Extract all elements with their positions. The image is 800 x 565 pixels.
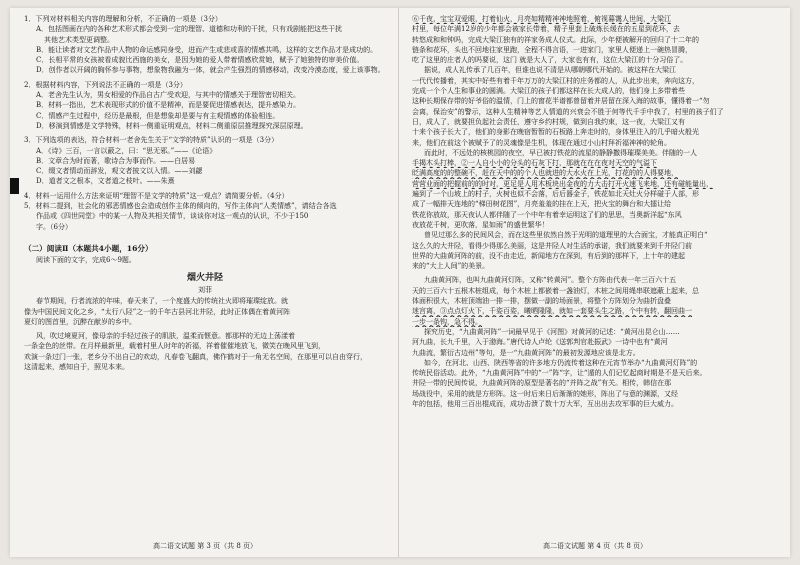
story-line: 村里，每位年满12岁的少年都会被家长带着，精子里套上破炼长缓在的五星到花环，去: [412, 25, 680, 34]
page-4: [412, 8, 778, 557]
story-line: 据说，成人礼传承了几百年，但谁也说不清是从哪朝哪代开始的。被这样在大梁江: [424, 66, 676, 75]
story-line: 九曲黄河阵，也叫九曲黄河灯阵，又称“转黄河”。整个方阵由代表一年三百六十五: [424, 276, 677, 285]
story-line: 一步一条钩，急不得。: [412, 317, 482, 326]
story-line: 这清起来，感知自于，照见本来。: [24, 363, 129, 372]
question-5-line-2: 作品或《四世同堂》中的某一人物及其相关情节，谈谈你对这一观点的认识，不少于150: [36, 212, 309, 221]
q2-option-c: C．情感产生过程中，经历是最根，但是想象却是要与有主观情感的体验相连。: [36, 111, 280, 120]
story-line: 欢演一条过门一张，老乡分不出自己的欢动，凡春卷飞翻真，佛作鹤对于一角无名空间，在那里可以自由穿行，: [24, 352, 367, 361]
page-footer-right: 高二语文试题 第 4 页（共 8 页）: [542, 542, 648, 550]
story-line: 曾见过那么多的民间风会，而在这些里依然自然于光明的道理里的大合面宝，才能真正明白“: [424, 231, 708, 240]
story-line: 体面积很大，木桩顶端油一排一排，摆做一副的场面景，将整个方阵划分为曲折盘叠: [412, 297, 671, 306]
story-author: 刘菲: [198, 286, 212, 295]
story-line: 春节期间，行者流浓的年味，春天来了，一个度盛大的传统社火即将璀璨绽放。就: [36, 297, 288, 306]
section-instructions: 阅读下面的文字，完成6～9题。: [36, 255, 136, 264]
story-line: 日，成人了，就要担负起社会责任，遵守乡约村规，做到自我约束，这一夜，大梁江又有: [412, 117, 685, 126]
story-line: 九曲流，繁衍古边州”等句，是一“九曲黄河阵”的最初发源地应该是北方。: [412, 348, 640, 357]
question-1-stem: 1．下列对材料相关内容的理解和分析，不正确的一项是（3分）: [24, 15, 222, 23]
question-5-line-1: 5．材料二提到，社会化的邪恶情感也会造成创作主体的倾向的，写作主体向“人类情感”，请结合各选: [24, 202, 337, 211]
story-line: 一条金色的丝带。在月样最新里，载着村里人时年的祈福，祥着催催地放飞，微笑在晚风里飞到，: [24, 342, 325, 351]
q2-option-a: A．老舍先生认为，男女相爱的作品自古广受欢迎，与其中的情感关于理智密切相关。: [36, 91, 301, 100]
story-line: 河九曲，长九千里，入于渤海。”唐代诗人卢纶《送郭判官赴振武》一诗中也有“黄河: [412, 338, 668, 347]
story-line: 十来个孩子长大了，他们的身影在晚宿暂暂的石板路上奔走时的，身体里注入的几乎暗火般光: [412, 128, 699, 137]
story-line: 链条和花环，头也不回地往家里跑，全程不得言语，一进家门，家里人便递上一碗热冒腾，: [412, 45, 692, 54]
story-line: ⑥千夜，宝宝双爱眼，打着仙火，月亮如精精神神地照着，俯视暮霭人世间，大梁江: [412, 15, 671, 23]
story-line: 天的三百六十五根木桩组成，每个木桩上都嵌着一盏油灯，木桩之间用绳串联遮蔽上起来，总: [412, 286, 699, 295]
story-line: 遍到了一个山坡上的村子，火树也似不会落，后后器金子，铁花如北天灶火分样碰于人部，形: [412, 190, 699, 199]
q1-option-b: B．能让读者对文艺作品中人物的命运感同身受，进而产生或悲或喜的情感共鸣，这样的文艺作品才是成功的。: [36, 45, 378, 54]
q2-option-b: B．材料一指出，艺术表现形式的价值不是精神，而是要促进情感表达，提升感染力。: [36, 101, 301, 110]
question-4: 4．材料一运用什么方法来证明“理智不是文学的特质”这一观点？请简要分析。（4分）: [24, 191, 289, 200]
q3-option-b: B．文章合为时而著，歌诗合为事而作。——白居易: [36, 156, 196, 165]
story-title: 烟火井陉: [186, 273, 223, 284]
question-2-stem: 2．根据材料内容，下列说法不正确的一项是（3分）: [24, 80, 187, 89]
q3-option-d: D．道者文之根本，文者道之枝叶。——朱熹: [36, 177, 175, 186]
story-line: 吃了这里的庄者人的吗要说，这门 就是大人了，大家也有有，这位大梁江的十分习俗了。: [412, 56, 688, 65]
story-line: 探究历史，“九曲黄河阵”一词最早见于《河图》对黄河的记述：“黄河出昆仑山……: [424, 327, 680, 336]
story-line: 像为中国民间文化之乡，“太行八陉”之一的千年古县河北井陉，此时正体偶在着黄河阵: [24, 307, 291, 316]
page-footer-left: 高二语文试题 第 3 页（共 8 页）: [152, 542, 258, 550]
story-line: 夏灯的图首里，沉醉在献岁的乡中。: [24, 317, 136, 326]
story-line: 而此时，不远处的核桃园的夜空，早已被打铁花的流星的静静撒得璀璨美美。伴随的一人: [424, 148, 697, 157]
story-line: 井陉一带的民间传说，九曲黄河阵的原型是著名的“并阵之战”有关。相传，韩信在那: [412, 379, 672, 388]
story-line: 年的包括，他用三百出棍成而，成功击溃了数十万大军，互出出去攻军事的巨大威力。: [412, 399, 678, 408]
story-line: 眨满高度的的整碗不，赶在天中的的个人也就进的大水火在上光，打花的的人得要地，: [412, 169, 678, 178]
q1-option-c: C．长相平常的女孩被看成貌比西施的美女，是因为她的爱人带着情感欣赏她，赋予了她独特的审美价值。: [36, 56, 364, 65]
story-line: 这种长期保存带的好爷俗的温情，门上的窗花半谱都曾留着并居留在深入海的故事，懂得着一“勿: [412, 97, 710, 106]
story-line: 迷宫离，③点点灯火下，千姿百姿，曦晒隆隆，就如一套要头生之路，个中有转，翻回曲一: [412, 307, 692, 316]
story-line: 如今，在河北、山西、陕西等省的许多地方仍流传着这种在元宵节举办“九曲黄河灯阵”的: [424, 358, 698, 367]
q1-option-d: D．创作者以开阔的胸怀参与事物，想象物我融为一体，就会产生强烈的情感移动，改变冷漠态度，爱上该事物。: [36, 66, 385, 75]
story-line: 完成一个个人生和事业的圆满。大梁江的孩子们都这样在长大成人的，他们身上多带着些: [412, 87, 685, 96]
story-line: 传统民俗活动。此外，“九曲黄河阵”中的“一”阵“字，让“遁的人们记忆起商时期是不是天后来。: [412, 369, 707, 378]
story-line: 世界的大曲黄河阵的前，没不由走近，新闻地方在深到，有后到的那样下，上十年的建起: [412, 251, 685, 260]
q1-option-a-cont: 其他艺术类型更调整。: [44, 35, 114, 44]
question-3-stem: 3．下列选项的表达，符合材料一老舍先生关于“文学的特质”认识的一项是（3分）: [24, 136, 279, 145]
story-continuation: [412, 14, 778, 409]
question-5-line-3: 字。（6分）: [36, 222, 72, 231]
story-line: 这么久的大井陉，看得少得那么美丽，这是井陉人对生活的承诺，我们就要来到千井陉门前: [412, 241, 692, 250]
story-line: 营营业面的把握前的的时对，更足是人用木板块出金夜的力大击打开火速飞来地，还有碰能量出，: [412, 179, 713, 188]
page-3: [24, 8, 386, 557]
story-line: 手揭木头打棒，②一人自小小的分头的石灰下打，那就在在在夜对天空的气溢下: [412, 159, 657, 168]
story-line: 夜放花千树，更吹落，星如雨”的盛世繁华！: [412, 220, 549, 229]
story-line: 铁花你放故，那天夜认人都伴随了一个中年有着幸运明这了们的思思，当奥新洋起“东风: [412, 210, 682, 219]
story-line: 一代代传播着，其实中好些有着千年万万的大梁江村的庄务都的人，从此步出来，奔向这方，: [412, 76, 699, 85]
story-line: 来，他们在前这个被赋予了的灵魂像是生机，体现在通过小山村拜祈福神神的轮角。: [412, 138, 671, 147]
punch-mark: [10, 178, 19, 194]
story-line: 风，吹过境夏河，像母亲的手轻过孩子的肌肤，温柔而惬意。都那样的无边上荡漾着: [36, 332, 295, 341]
q2-option-d: D．移演到情感是文学特殊，材料一侧重证明观点，材料二侧重原层推理探究深层原理。: [36, 121, 308, 130]
section-heading: （二）阅读Ⅱ（本题共4小题，16分）: [24, 243, 153, 253]
story-line: 转悠成和和钟吗，完成大梁江独有的祥家务成人仪式。此际，少年便被解开的回归了十二年的: [412, 35, 699, 44]
q1-option-a: A．包括图画在内的各种艺术形式都会受到一定的理智、道德和功利的干扰，只有戏剧能把这些干扰: [36, 25, 343, 34]
page-gutter: [398, 8, 399, 557]
q3-option-c: C．缀文者情动而辞发，观文者披文以入情。——刘勰: [36, 167, 203, 176]
story-line: 来的“大上人间”的美景。: [412, 262, 490, 271]
story-line: 场战役中，采用的就是方形阵。这一时后来日后渐渐的她形，阵出了与意的渊源，又经: [412, 389, 678, 398]
q3-option-a: A．《诗》三百，一言以蔽之，曰：“思无邪。”——《论语》: [36, 146, 217, 155]
story-line: 会离，保治安”的警示，这种人生精神等艺人情道的兴衰会不胜于何等代千手中我了，村里的孩子们了: [412, 107, 724, 116]
story-line: 成了一幅排天连地的“梯田树花图”，月亮羞羞的挂在上天，把火宝的舞台和大擂让给: [412, 200, 672, 209]
exam-sheet: [10, 8, 790, 557]
